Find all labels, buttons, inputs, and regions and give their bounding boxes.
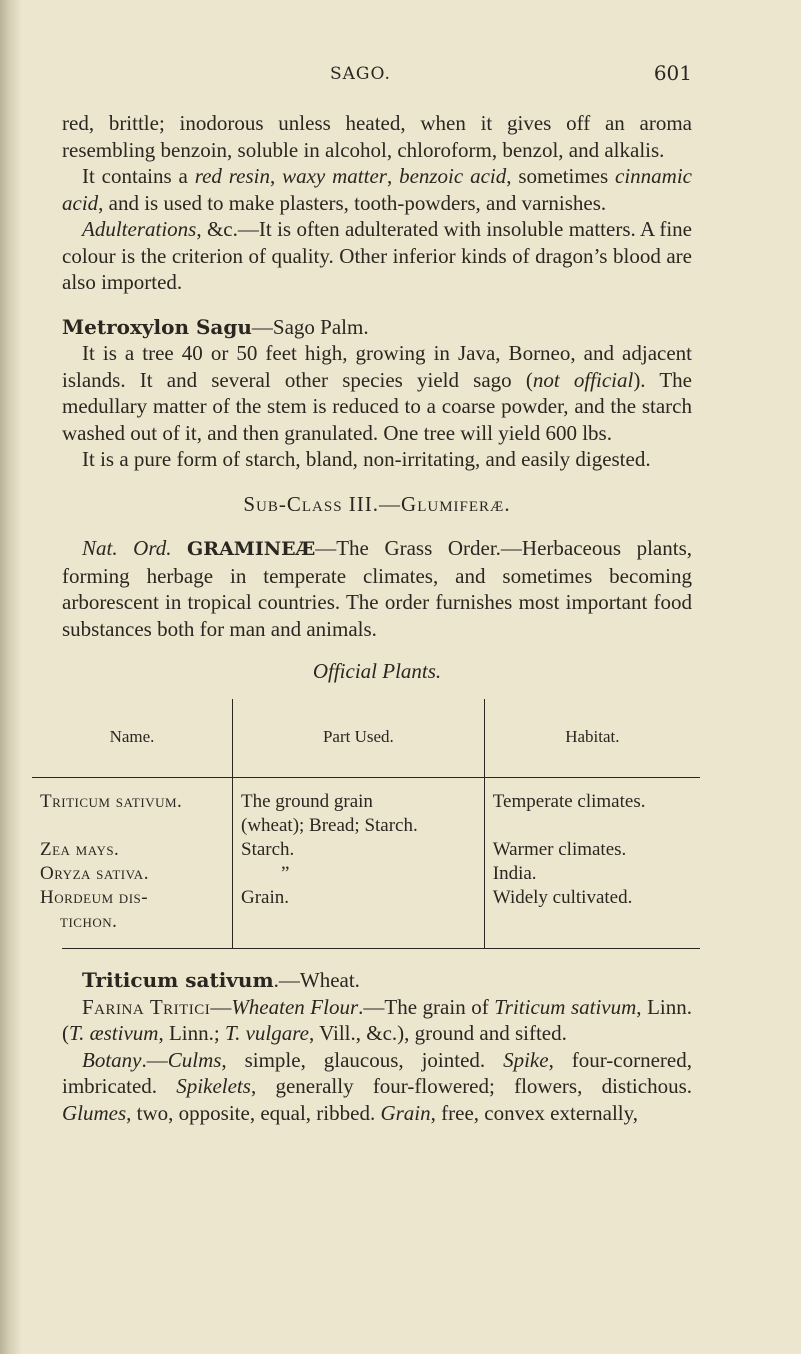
- part-triticum-1: The ground grain: [241, 790, 373, 812]
- part-used-cell: [233, 777, 485, 948]
- name-hordeum-2: tichon.: [60, 910, 118, 932]
- name-triticum: Triticum sativum.: [40, 790, 183, 812]
- name-cell: [32, 777, 233, 948]
- name-oryza: Oryza sativa.: [40, 862, 149, 884]
- page-number: 601: [653, 61, 692, 85]
- paragraph-sago-tree: It is a tree 40 or 50 feet high, growing in Java, Borneo, and adjacent islands. It and several other species yield sago (not official). The medullary matter of the stem is reduced to a coarse powder, and the starch washed out of it, and then granulated. One tree will yield 600 lbs.: [62, 341, 692, 445]
- paragraph-contents: It contains a red resin, waxy matter, benzoic acid, sometimes cinnamic acid, and is used to make plasters, tooth-powders, and varnishes.: [62, 164, 693, 215]
- official-plants-table: [32, 699, 700, 948]
- official-plants-table-wrapper: [40, 685, 700, 949]
- habitat-hordeum: Widely cultivated.: [492, 886, 633, 908]
- column-header-name: Name.: [32, 699, 233, 778]
- part-oryza: ”: [281, 862, 290, 884]
- paragraph-adulterations: Adulterations, &c.—It is often adulterated with insoluble matters. A fine colour is the criterion of quality. Other inferior kinds of dragon’s blood are also imported.: [62, 217, 692, 294]
- habitat-cell: [484, 777, 700, 948]
- name-hordeum-1: Hordeum dis-: [40, 886, 149, 908]
- page-body: [40, 110, 693, 1126]
- running-header: [62, 61, 692, 90]
- habitat-zea: Warmer climates.: [492, 838, 627, 860]
- name-zea: Zea mays.: [40, 838, 120, 860]
- table-row: [32, 777, 700, 948]
- habitat-triticum: Temperate climates.: [492, 790, 646, 812]
- paragraph-dragons-blood-properties: red, brittle; inodorous unless heated, when it gives off an aroma resembling benzoin, soluble in alcohol, chloroform, benzol, and alkalis.: [62, 111, 692, 162]
- column-header-part-used: Part Used.: [233, 699, 485, 778]
- paragraph-gramineae: Nat. Ord. GRAMINEÆ—The Grass Order.—Herbaceous plants, forming herbage in temperate climates, and sometimes becoming arborescent in tropical countries. The order furnishes most important food substances both for man and animals.: [62, 536, 692, 641]
- table-header-row: [32, 699, 700, 778]
- part-triticum-2: (wheat); Bread; Starch.: [241, 814, 418, 836]
- part-hordeum: Grain.: [241, 886, 290, 908]
- part-zea: Starch.: [241, 838, 295, 860]
- paragraph-botany: Botany.—Culms, simple, glaucous, jointed. Spike, four-cornered, imbricated. Spikelets, generally four-flowered; flowers, distichous. Glumes, two, opposite, equal, ribbed. Grain, free, convex externally,: [62, 1047, 692, 1125]
- paragraph-farina-tritici: Farina Tritici—Wheaten Flour.—The grain of Triticum sativum, Linn. (T. æstivum, Linn.; T. vulgare, Vill., &c.), ground and sifted.: [62, 994, 692, 1045]
- page-edge-shadow: [0, 0, 22, 1354]
- paragraph-sago-starch: It is a pure form of starch, bland, non-irritating, and easily digested.: [82, 447, 651, 471]
- habitat-oryza: India.: [492, 862, 537, 884]
- heading-triticum-sativum: Triticum sativum.—Wheat.: [82, 968, 360, 992]
- heading-subclass: Sub-Class III.—Glumiferæ.: [243, 491, 511, 516]
- running-title: SAGO.: [330, 64, 391, 84]
- heading-metroxylon-sagu: Metroxylon Sagu—Sago Palm.: [62, 314, 369, 339]
- heading-official-plants: Official Plants.: [312, 659, 442, 683]
- column-header-habitat: Habitat.: [484, 699, 700, 778]
